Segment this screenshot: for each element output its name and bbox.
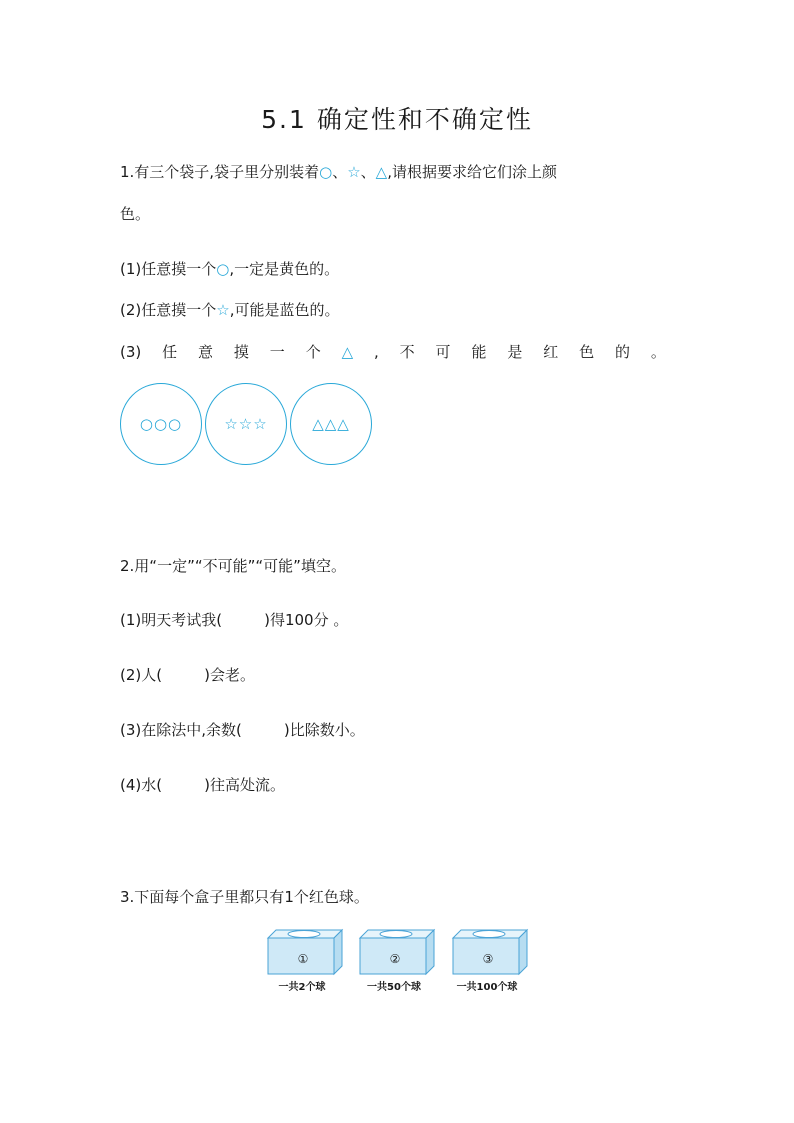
circle-icon: ○ <box>216 260 230 278</box>
q1-part-3-char: 摸 <box>233 343 249 361</box>
star-icon: ☆ <box>216 301 230 319</box>
q1-part-3-char: , <box>374 343 379 361</box>
separator: 、 <box>360 163 376 181</box>
box-3-label: 一共100个球 <box>456 982 518 993</box>
q1-part-3-char: 色 <box>579 343 595 361</box>
box-2-label: 一共50个球 <box>367 982 421 993</box>
q1-stem-continued: 色。 <box>120 205 151 223</box>
box-3-number: ③ <box>482 952 494 966</box>
q1-part-3-char: 一 <box>269 343 285 361</box>
q1-part-2 <box>120 299 339 321</box>
q1-part-2-text-b: ,可能是蓝色的。 <box>229 301 340 319</box>
q2-item-1-text-a: (1)明天考试我( <box>120 611 223 629</box>
q1-stem <box>120 161 557 183</box>
bag-triangles: △△△ <box>290 383 372 465</box>
q1-part-3-char: 不 <box>399 343 415 361</box>
q1-stem-text-a: 1.有三个袋子,袋子里分别装着 <box>120 163 320 181</box>
q1-part-3 <box>120 341 666 363</box>
q2-item-2 <box>120 664 255 686</box>
circle-icon: ○ <box>319 163 333 181</box>
q1-stem-text-b: ,请根据要求给它们涂上颜 <box>387 163 557 181</box>
q2-item-1 <box>120 609 348 631</box>
q2-item-3-text-a: (3)在除法中,余数( <box>120 721 242 739</box>
box-2-number: ② <box>389 952 401 966</box>
q1-part-1-text-b: ,一定是黄色的。 <box>229 260 340 278</box>
q1-part-3-char: 意 <box>198 343 214 361</box>
q2-item-4-text-b: )往高处流。 <box>204 776 285 794</box>
q1-part-3-char: 任 <box>162 343 178 361</box>
q1-part-3-char: 个 <box>305 343 321 361</box>
page-title: 5.1 确定性和不确定性 <box>261 105 533 134</box>
box-1-label: 一共2个球 <box>278 982 326 993</box>
q1-part-3-char: 能 <box>471 343 487 361</box>
q1-part-3-char: 红 <box>543 343 559 361</box>
star-icon: ☆ <box>347 163 361 181</box>
q2-item-3-text-b: )比除数小。 <box>283 721 365 739</box>
q1-part-2-text-a: (2)任意摸一个 <box>120 301 217 319</box>
separator: 、 <box>332 163 348 181</box>
q2-item-2-text-b: )会老。 <box>204 666 255 684</box>
q1-part-3-char: 是 <box>507 343 523 361</box>
q3-stem: 3.下面每个盒子里都只有1个红色球。 <box>120 888 369 906</box>
triangle-icon: △ <box>375 163 388 181</box>
q2-item-4-text-a: (4)水( <box>120 776 163 794</box>
q2-item-2-text-a: (2)人( <box>120 666 163 684</box>
q1-part-1 <box>120 258 339 280</box>
bag-stars: ☆☆☆ <box>205 383 287 465</box>
q1-part-3-char: 的 <box>615 343 631 361</box>
q2-item-1-text-b: )得100分 。 <box>264 611 349 629</box>
q1-part-1-text-a: (1)任意摸一个 <box>120 260 217 278</box>
bag-circles: ○○○ <box>120 383 202 465</box>
q1-part-3-char: 可 <box>435 343 451 361</box>
q2-item-4 <box>120 774 285 796</box>
q1-part-3-char: (3) <box>120 343 142 361</box>
q1-part-3-char: 。 <box>650 343 666 361</box>
triangle-icon: △ <box>341 343 354 361</box>
box-1-number: ① <box>297 952 309 966</box>
q2-item-3 <box>120 719 365 741</box>
q2-stem: 2.用“一定”“不可能”“可能”填空。 <box>120 557 346 575</box>
